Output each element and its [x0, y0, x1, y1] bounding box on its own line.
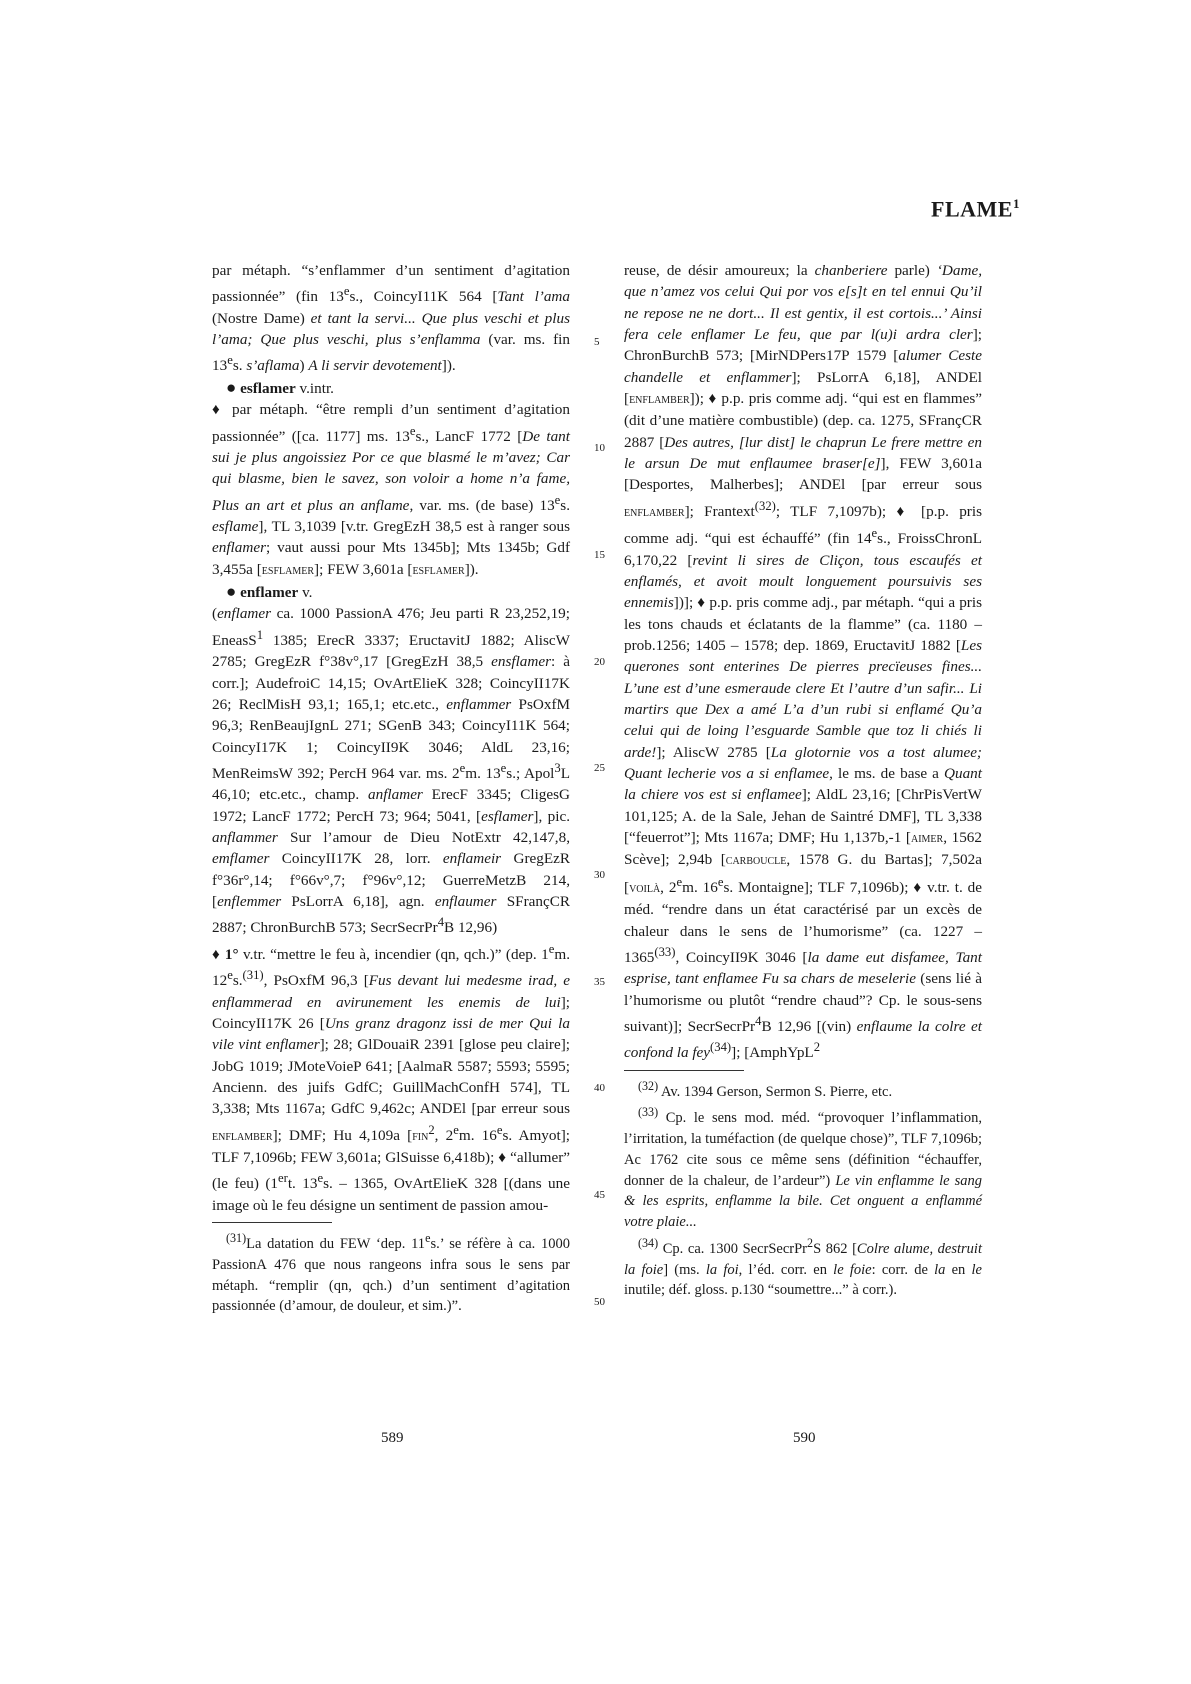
footnote-33: $^{(33)}$ Cp. le sens mod. méd. “provoquer l’inflammation, l’irritation, la tuméfaction (de quelque chose)”, TLF 7,1096b; Ac 1762 cite sous ce même sens (définition “échauffer, donner de la chaleur, de l’ardeur”) Le vin enflamme le sang & les esprits, enflamme la bile. Cet onguent a enflammé votre plaie... — [624, 1105, 982, 1231]
line-number: 40 — [594, 1082, 605, 1094]
entry-text: (enflamer ca. 1000 PassionA 476; Jeu parti R 23,252,19; EneasS$^1$ 1385; ErecR 3337; EructavitJ 1882; AliscW 2785; GregEzR f°38v°,17 [GregEzH 38,5 ensflamer: à corr.]; AudefroiC 14,15; OvArtElieK 328; CoincyII17K 26; ReclMisH 93,1; 165,1; etc.etc., enflammer PsOxfM 96,3; RenBeaujIgnL 271; SGenB 343; CoincyI11K 564; CoincyI17K 1; CoincyII9K 3046; AldL 23,16; MenReimsW 392; PercH 964 var. ms. 2em. 13es.; Apol$^3$L 46,10; etc.etc., champ. anflamer ErecF 3345; CligesG 1972; LancF 1772; PercH 73; 964; 5041, [esflamer], pic. anflammer Sur l’amour de Dieu NotExtr 42,147,8, emflamer CoincyII17K 28, lorr. enflameir GregEzR f°36r°,14; f°66v°,7; f°96v°,12; GuerreMetzB 214, [enflemmer PsLorrA 6,18], agn. enflaumer SFrançCR 2887; ChronBurchB 573; SecrSecrPr$^4$B 12,96) — [212, 605, 571, 937]
footnote-31: $^{(31)}$La datation du FEW ‘dep. 11es.’ se réfère à ca. 1000 PassionA 476 que nous rangeons infra sous le sens par métaph. “remplir (qn, qch.) d’un sentiment d’agitation passionnée (d’amour, de douleur, et sim.)”. — [212, 1231, 570, 1315]
line-number: 25 — [594, 762, 605, 774]
lemma-enflamer: ● enflamer v. — [226, 582, 313, 602]
right-column — [624, 260, 982, 1301]
left-column — [212, 260, 570, 1317]
line-number: 35 — [594, 976, 605, 988]
entry-text: ♦ par métaph. “être rempli d’un sentiment d’agitation passionnée” ([ca. 1177] ms. 13es., LancF 1772 [De tant sui je plus angoissiez Por ce que blasmé le m’avez; Car qui blasme, bien le savez, son voloir a home n’a fame, Plus an art et plus an anflame, var. ms. (de base) 13es. esflame], TL 3,1039 [v.tr. GregEzH 38,5 est à ranger sous enflamer; vaut aussi pour Mts 1345b]; Mts 1345b; Gdf 3,455a [esflamer]; FEW 3,601a [esflamer]). — [212, 401, 571, 578]
footnote-32: $^{(32)}$ Av. 1394 Gerson, Sermon S. Pierre, etc. — [638, 1078, 893, 1100]
running-header: FLAME$^1$ — [931, 196, 1020, 222]
footnote-rule — [624, 1070, 744, 1071]
entry-text: reuse, de désir amoureux; la chanberiere parle) ‘Dame, que n’amez vos celui Qui por vos e[s]t en tel ennui Qu’il ne repose ne ne dort... Il est gentix, il est cortois...’ Ainsi fera cele enflamer Le feu, que par l(u)i ardra cler]; ChronBurchB 573; [MirNDPers17P 1579 [alumer Ceste chandelle et enflammer]; PsLorrA 6,18], ANDEl [enflamber]); ♦ p.p. pris comme adj. “qui est en flammes” (dit d’une matière combustible) (dep. ca. 1275, SFrançCR 2887 [Des autres, [lur dist] le chaprun Le frere mettre en le arsun De mut enflaumee braser[e]], FEW 3,601a [Desportes, Malherbes]; ANDEl [par erreur sous enflamber]; Frantext$^{(32)}$; TLF 7,1097b); ♦ [p.p. pris comme adj. “qui est échauffé” (fin 14es., FroissChronL 6,170,22 [revint li sires de Cliçon, tous escaufés et enflamés, et avoit moult longuement poursuivis ses ennemis])]; ♦ p.p. pris comme adj., par métaph. “qui a pris les tons chauds et éclatants de la flamme” (ca. 1180 – prob.1256; 1405 – 1578; dep. 1869, EructavitJ 1882 [Les querones sont enterines De pierres precïeuses fines... L’une est d’une esmeraude clere Et l’autre d’un safir... Li martirs que Dex a amé L’a d’un rubi si enflamé Qu’a celui qui de loing l’esguarde Samble que toz li chiés li arde!]; AliscW 2785 [La glotornie vos a tost alumee; Quant lecherie vos a si enflamee, le ms. de base a Quant la chiere vos est si enflamee]; AldL 23,16; [ChrPisVertW 101,125; A. de la Sale, Jehan de Saintré DMF], TL 3,338 [“feuerrot”]; Mts 1167a; DMF; Hu 1,137b,-1 [aimer, 1562 Scève]; 2,94b [carboucle, 1578 G. du Bartas]; 7,502a [voilà, 2em. 16es. Montaigne]; TLF 7,1096b); ♦ v.tr. t. de méd. “rendre dans un état caractérisé par un excès de chaleur dans le sens de l’humorisme” (ca. 1227 – 1365$^{(33)}$, CoincyII9K 3046 [la dame eut disfamee, Tant esprise, tant enflamee Fu sa chars de meselerie (sens lié à l’humorisme ou plutôt “rendre chaud”? Cp. le sous-sens suivant)]; SecrSecrPr$^4$B 12,96 [(vin) enflaume la colre et confond la fey$^{(34)}$]; [AmphYpL$^2$ — [624, 262, 983, 1062]
line-number: 45 — [594, 1189, 605, 1201]
line-number: 50 — [594, 1296, 605, 1308]
page-number-right: 590 — [793, 1430, 816, 1446]
entry-text: ♦ 1° v.tr. “mettre le feu à, incendier (qn, qch.)” (dep. 1em. 12es.$^{(31)}$, PsOxfM 96,3 [Fus devant lui medesme irad, e enflammerad en avirunement les enemis de lui]; CoincyII17K 26 [Uns granz dragonz issi de mer Qui la vile vint enflamer]; 28; GlDouaiR 2391 [glose peu claire]; JobG 1019; JMoteVoieP 641; [AalmaR 5587; 5593; 5595; Ancienn. des juifs GdfC; GuillMachConfH 574], TL 3,338; Mts 1167a; GdfC 9,462c; ANDEl [par erreur sous enflamber]; DMF; Hu 4,109a [fin$^2$, 2em. 16es. Amyot]; TLF 7,1096b; FEW 3,601a; GlSuisse 6,418b); ♦ “allumer” (le feu) (1ert. 13es. – 1365, OvArtElieK 328 [(dans une image où le feu désigne un sentiment de passion amou- — [212, 941, 570, 1214]
entry-text: par métaph. “s’enflammer d’un sentiment d’agitation passionnée” (fin 13es., CoincyI11K 564 [Tant l’ama (Nostre Dame) et tant la servi... Que plus veschi et plus l’ama; Que plus veschi, plus s’enflamma (var. ms. fin 13es. s’aflama) A li servir devotement]). — [212, 262, 570, 375]
footnote-34: $^{(34)}$ Cp. ca. 1300 SecrSecrPr$^2$S 862 [Colre alume, destruit la foie] (ms. la foi, l’éd. corr. en le foie: corr. de la en le inutile; déf. gloss. p.130 “soumettre...” à corr.). — [624, 1235, 982, 1299]
line-number: 10 — [594, 442, 605, 454]
footnote-rule — [212, 1222, 332, 1223]
lemma-esflamer: ● esflamer v.intr. — [226, 377, 334, 397]
line-number: 20 — [594, 656, 605, 668]
page-number-left: 589 — [381, 1430, 404, 1446]
line-number: 15 — [594, 549, 605, 561]
line-number: 5 — [594, 336, 600, 348]
line-number: 30 — [594, 869, 605, 881]
